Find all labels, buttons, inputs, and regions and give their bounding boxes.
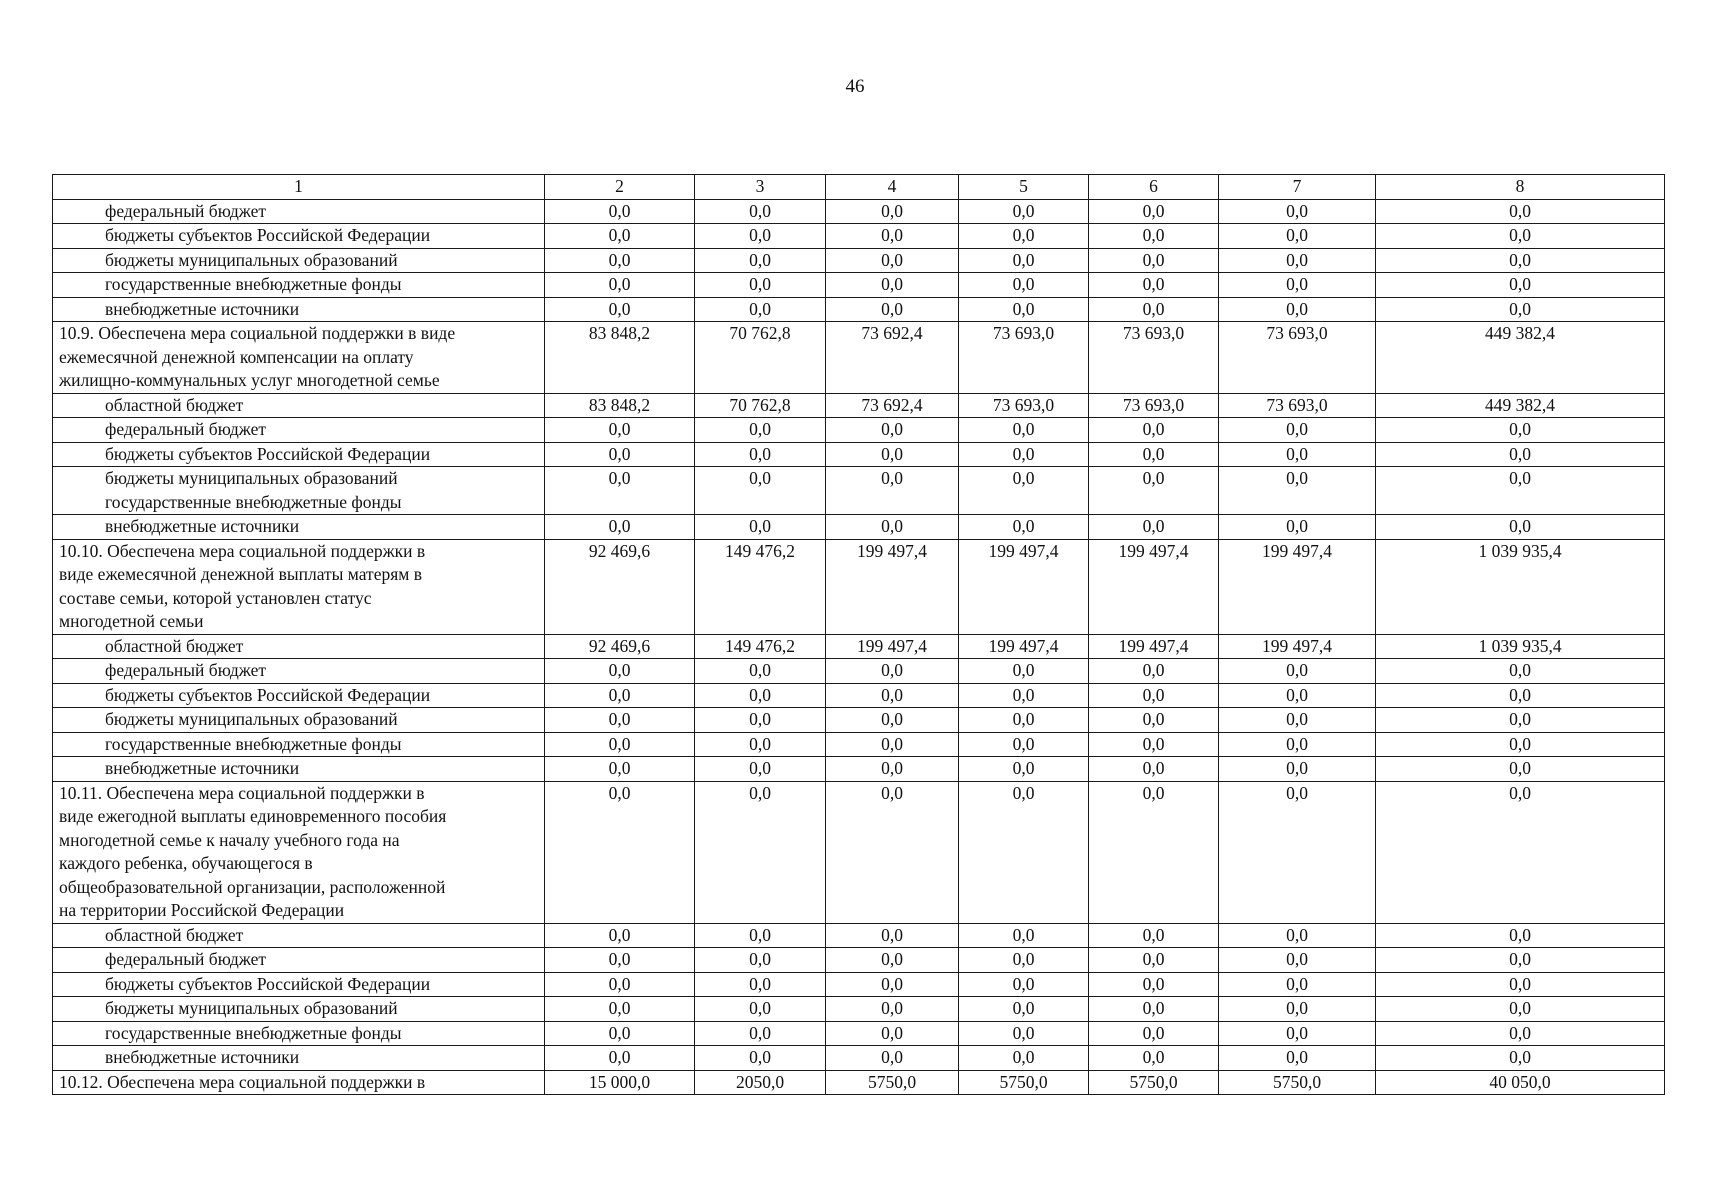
value-cell: 0,0 (1376, 997, 1665, 1022)
funding-source-row (53, 418, 1665, 443)
funding-source-row (53, 297, 1665, 322)
value-cell: 0,0 (1376, 757, 1665, 782)
value-cell: 0,0 (545, 418, 695, 443)
value-cell: 73 693,0 (1089, 393, 1219, 418)
value-cell: 0,0 (1219, 297, 1376, 322)
value-cell: 0,0 (1219, 948, 1376, 973)
value-cell: 0,0 (545, 948, 695, 973)
value-cell: 0,0 (959, 442, 1089, 467)
funding-source-label (53, 732, 545, 757)
value-cell: 0,0 (1219, 781, 1376, 923)
label-line: бюджеты муниципальных образований (105, 709, 398, 729)
funding-source-row (53, 997, 1665, 1022)
measure-description (53, 781, 545, 923)
value-cell: 0,0 (959, 732, 1089, 757)
value-cell: 0,0 (959, 972, 1089, 997)
value-cell: 0,0 (695, 273, 826, 298)
value-cell: 0,0 (1089, 972, 1219, 997)
label-line: ежемесячной денежной компенсации на оплату (59, 346, 414, 367)
value-cell: 0,0 (1376, 781, 1665, 923)
value-cell: 0,0 (695, 418, 826, 443)
value-cell: 0,0 (1219, 199, 1376, 224)
value-cell: 73 693,0 (1089, 322, 1219, 394)
value-cell: 0,0 (826, 1021, 959, 1046)
label-line: бюджеты муниципальных образований (105, 249, 398, 270)
value-cell: 0,0 (959, 515, 1089, 540)
value-cell: 0,0 (959, 683, 1089, 708)
label-line: государственные внебюджетные фонды (105, 491, 402, 512)
funding-source-label (53, 442, 545, 467)
funding-source-row (53, 634, 1665, 659)
value-cell: 199 497,4 (959, 539, 1089, 634)
funding-source-row (53, 1021, 1665, 1046)
value-cell: 0,0 (545, 972, 695, 997)
funding-source-row (53, 948, 1665, 973)
value-cell: 0,0 (826, 199, 959, 224)
label-line: 10.9. Обеспечена мера социальной поддержки в виде (59, 323, 456, 343)
value-cell: 0,0 (545, 659, 695, 684)
value-cell: 0,0 (695, 683, 826, 708)
value-cell: 5750,0 (826, 1070, 959, 1095)
funding-source-row (53, 393, 1665, 418)
value-cell: 0,0 (1089, 923, 1219, 948)
label-line: бюджеты субъектов Российской Федерации (105, 973, 431, 994)
funding-source-label (53, 757, 545, 782)
label-line: бюджеты муниципальных образований (105, 998, 398, 1018)
value-cell: 5750,0 (1089, 1070, 1219, 1095)
funding-source-row (53, 708, 1665, 733)
label-line: государственные внебюджетные фонды (105, 274, 402, 294)
label-line: внебюджетные источники (105, 1047, 300, 1067)
value-cell: 0,0 (545, 997, 695, 1022)
value-cell: 0,0 (1219, 659, 1376, 684)
funding-source-label (53, 248, 545, 273)
label-line: виде ежемесячной денежной выплаты матерям в (59, 564, 422, 584)
value-cell: 0,0 (1089, 948, 1219, 973)
value-cell: 0,0 (1089, 467, 1219, 515)
label-line: составе семьи, которой установлен статус (59, 587, 372, 608)
value-cell: 73 693,0 (1219, 322, 1376, 394)
value-cell: 1 039 935,4 (1376, 634, 1665, 659)
measure-description (53, 1070, 545, 1095)
funding-source-label (53, 418, 545, 443)
value-cell: 0,0 (695, 1046, 826, 1071)
value-cell: 0,0 (826, 224, 959, 249)
value-cell: 0,0 (695, 948, 826, 973)
value-cell: 0,0 (826, 1046, 959, 1071)
value-cell: 0,0 (545, 1046, 695, 1071)
label-line: 10.12. Обеспечена мера социальной поддержки в (59, 1071, 426, 1092)
measure-row (53, 539, 1665, 634)
funding-source-row (53, 442, 1665, 467)
value-cell: 0,0 (1219, 442, 1376, 467)
value-cell: 149 476,2 (695, 539, 826, 634)
funding-source-row (53, 273, 1665, 298)
label-line: внебюджетные источники (105, 298, 300, 319)
value-cell: 0,0 (1219, 708, 1376, 733)
value-cell: 0,0 (1376, 1021, 1665, 1046)
label-line: федеральный бюджет (105, 419, 267, 439)
value-cell: 0,0 (959, 248, 1089, 273)
funding-source-row (53, 659, 1665, 684)
value-cell: 0,0 (1089, 199, 1219, 224)
value-cell: 0,0 (1376, 248, 1665, 273)
value-cell: 0,0 (695, 199, 826, 224)
value-cell: 70 762,8 (695, 322, 826, 394)
label-line: виде ежегодной выплаты единовременного пособия (59, 806, 447, 826)
value-cell: 0,0 (1089, 1021, 1219, 1046)
value-cell: 0,0 (695, 708, 826, 733)
label-line: 10.10. Обеспечена мера социальной поддержки в (59, 540, 426, 561)
label-line: областной бюджет (105, 924, 244, 945)
value-cell: 0,0 (545, 199, 695, 224)
value-cell: 0,0 (1376, 199, 1665, 224)
value-cell: 0,0 (959, 199, 1089, 224)
value-cell: 0,0 (826, 515, 959, 540)
value-cell: 83 848,2 (545, 322, 695, 394)
value-cell: 0,0 (695, 442, 826, 467)
funding-source-label (53, 997, 545, 1022)
header-cell: 6 (1089, 175, 1219, 200)
table-header-row (53, 175, 1665, 200)
value-cell: 0,0 (1219, 997, 1376, 1022)
value-cell: 92 469,6 (545, 634, 695, 659)
value-cell: 0,0 (959, 659, 1089, 684)
value-cell: 0,0 (1219, 224, 1376, 249)
value-cell: 0,0 (826, 708, 959, 733)
value-cell: 0,0 (1089, 781, 1219, 923)
value-cell: 0,0 (1376, 659, 1665, 684)
value-cell: 0,0 (1219, 972, 1376, 997)
funding-source-row (53, 515, 1665, 540)
header-cell: 7 (1219, 175, 1376, 200)
value-cell: 0,0 (826, 948, 959, 973)
label-line: государственные внебюджетные фонды (105, 1022, 402, 1043)
value-cell: 0,0 (1219, 757, 1376, 782)
value-cell: 0,0 (1089, 297, 1219, 322)
measure-row (53, 1070, 1665, 1095)
funding-source-label (53, 199, 545, 224)
value-cell: 0,0 (1376, 948, 1665, 973)
value-cell: 0,0 (1219, 273, 1376, 298)
value-cell: 0,0 (1376, 297, 1665, 322)
value-cell: 0,0 (695, 659, 826, 684)
value-cell: 0,0 (545, 781, 695, 923)
value-cell: 0,0 (826, 418, 959, 443)
label-line: жилищно-коммунальных услуг многодетной семье (59, 370, 440, 390)
value-cell: 0,0 (545, 515, 695, 540)
funding-source-label (53, 224, 545, 249)
value-cell: 0,0 (959, 1046, 1089, 1071)
value-cell: 0,0 (1089, 224, 1219, 249)
value-cell: 70 762,8 (695, 393, 826, 418)
funding-source-label (53, 393, 545, 418)
value-cell: 0,0 (826, 781, 959, 923)
value-cell: 0,0 (545, 923, 695, 948)
value-cell: 199 497,4 (959, 634, 1089, 659)
value-cell: 0,0 (545, 683, 695, 708)
header-cell: 2 (545, 175, 695, 200)
label-line: многодетной семье к началу учебного года на (59, 829, 400, 850)
value-cell: 0,0 (826, 757, 959, 782)
value-cell: 0,0 (1219, 515, 1376, 540)
value-cell: 0,0 (1376, 467, 1665, 515)
funding-source-label (53, 297, 545, 322)
value-cell: 0,0 (1089, 515, 1219, 540)
value-cell: 0,0 (826, 732, 959, 757)
label-line: многодетной семьи (59, 611, 204, 631)
value-cell: 0,0 (1376, 273, 1665, 298)
funding-source-row (53, 757, 1665, 782)
value-cell: 0,0 (826, 442, 959, 467)
value-cell: 0,0 (695, 515, 826, 540)
value-cell: 73 693,0 (959, 393, 1089, 418)
funding-source-row (53, 683, 1665, 708)
value-cell: 0,0 (1089, 997, 1219, 1022)
value-cell: 0,0 (545, 442, 695, 467)
value-cell: 0,0 (1219, 1046, 1376, 1071)
label-line: внебюджетные источники (105, 758, 300, 778)
value-cell: 0,0 (695, 923, 826, 948)
value-cell: 0,0 (959, 273, 1089, 298)
funding-source-row (53, 199, 1665, 224)
value-cell: 0,0 (545, 732, 695, 757)
header-cell: 4 (826, 175, 959, 200)
value-cell: 0,0 (695, 224, 826, 249)
value-cell: 0,0 (545, 467, 695, 515)
funding-source-label (53, 1021, 545, 1046)
value-cell: 0,0 (959, 923, 1089, 948)
funding-source-label (53, 467, 545, 515)
funding-source-label (53, 515, 545, 540)
funding-source-row (53, 732, 1665, 757)
funding-source-label (53, 948, 545, 973)
value-cell: 0,0 (826, 659, 959, 684)
label-line: областной бюджет (105, 394, 244, 415)
value-cell: 0,0 (959, 467, 1089, 515)
label-line: внебюджетные источники (105, 516, 300, 536)
funding-source-label (53, 1046, 545, 1071)
value-cell: 0,0 (1219, 1021, 1376, 1046)
label-line: бюджеты субъектов Российской Федерации (105, 684, 431, 705)
value-cell: 0,0 (1376, 515, 1665, 540)
value-cell: 1 039 935,4 (1376, 539, 1665, 634)
measure-description (53, 322, 545, 394)
value-cell: 73 692,4 (826, 322, 959, 394)
value-cell: 0,0 (1219, 683, 1376, 708)
funding-source-label (53, 708, 545, 733)
value-cell: 0,0 (545, 224, 695, 249)
value-cell: 0,0 (1089, 442, 1219, 467)
label-line: федеральный бюджет (105, 949, 267, 969)
funding-source-label (53, 273, 545, 298)
value-cell: 0,0 (545, 297, 695, 322)
funding-source-row (53, 467, 1665, 515)
value-cell: 0,0 (826, 923, 959, 948)
value-cell: 5750,0 (1219, 1070, 1376, 1095)
funding-source-label (53, 972, 545, 997)
value-cell: 0,0 (1089, 659, 1219, 684)
label-line: бюджеты субъектов Российской Федерации (105, 225, 431, 245)
value-cell: 0,0 (1089, 757, 1219, 782)
value-cell: 0,0 (826, 972, 959, 997)
value-cell: 0,0 (826, 297, 959, 322)
value-cell: 199 497,4 (1219, 634, 1376, 659)
value-cell: 0,0 (1219, 732, 1376, 757)
value-cell: 15 000,0 (545, 1070, 695, 1095)
value-cell: 0,0 (959, 948, 1089, 973)
value-cell: 149 476,2 (695, 634, 826, 659)
value-cell: 0,0 (695, 1021, 826, 1046)
value-cell: 199 497,4 (1089, 634, 1219, 659)
label-line: общеобразовательной организации, расположенной (59, 876, 446, 897)
funding-source-row (53, 224, 1665, 249)
value-cell: 0,0 (695, 781, 826, 923)
value-cell: 0,0 (1089, 708, 1219, 733)
header-cell: 3 (695, 175, 826, 200)
value-cell: 0,0 (959, 1021, 1089, 1046)
value-cell: 0,0 (545, 757, 695, 782)
funding-source-row (53, 923, 1665, 948)
label-line: на территории Российской Федерации (59, 900, 345, 920)
value-cell: 0,0 (545, 248, 695, 273)
value-cell: 0,0 (1376, 683, 1665, 708)
value-cell: 0,0 (959, 757, 1089, 782)
measure-row (53, 322, 1665, 394)
label-line: бюджеты субъектов Российской Федерации (105, 443, 431, 464)
page-number: 46 (845, 76, 865, 97)
value-cell: 0,0 (959, 781, 1089, 923)
value-cell: 0,0 (826, 248, 959, 273)
value-cell: 0,0 (695, 297, 826, 322)
value-cell: 0,0 (695, 467, 826, 515)
value-cell: 0,0 (1376, 442, 1665, 467)
value-cell: 73 693,0 (1219, 393, 1376, 418)
funding-source-label (53, 634, 545, 659)
value-cell: 0,0 (826, 997, 959, 1022)
value-cell: 0,0 (826, 467, 959, 515)
value-cell: 0,0 (959, 297, 1089, 322)
value-cell: 83 848,2 (545, 393, 695, 418)
value-cell: 92 469,6 (545, 539, 695, 634)
label-line: бюджеты муниципальных образований (105, 468, 398, 488)
value-cell: 0,0 (1089, 732, 1219, 757)
value-cell: 0,0 (1219, 467, 1376, 515)
value-cell: 0,0 (826, 683, 959, 708)
value-cell: 0,0 (545, 273, 695, 298)
value-cell: 0,0 (1376, 708, 1665, 733)
value-cell: 2050,0 (695, 1070, 826, 1095)
value-cell: 0,0 (959, 708, 1089, 733)
header-cell: 1 (53, 175, 545, 200)
value-cell: 0,0 (1376, 972, 1665, 997)
value-cell: 0,0 (1376, 923, 1665, 948)
value-cell: 0,0 (1376, 1046, 1665, 1071)
value-cell: 0,0 (1089, 418, 1219, 443)
value-cell: 0,0 (1219, 418, 1376, 443)
value-cell: 0,0 (959, 997, 1089, 1022)
value-cell: 199 497,4 (1089, 539, 1219, 634)
value-cell: 0,0 (1376, 418, 1665, 443)
measure-row (53, 781, 1665, 923)
header-cell: 5 (959, 175, 1089, 200)
value-cell: 0,0 (826, 273, 959, 298)
value-cell: 0,0 (695, 248, 826, 273)
value-cell: 73 693,0 (959, 322, 1089, 394)
value-cell: 40 050,0 (1376, 1070, 1665, 1095)
value-cell: 449 382,4 (1376, 393, 1665, 418)
value-cell: 0,0 (1089, 1046, 1219, 1071)
value-cell: 0,0 (695, 732, 826, 757)
value-cell: 0,0 (1089, 248, 1219, 273)
value-cell: 0,0 (1376, 224, 1665, 249)
label-line: федеральный бюджет (105, 660, 267, 680)
label-line: государственные внебюджетные фонды (105, 733, 402, 754)
value-cell: 449 382,4 (1376, 322, 1665, 394)
label-line: 10.11. Обеспечена мера социальной поддержки в (59, 782, 425, 803)
label-line: областной бюджет (105, 635, 244, 656)
value-cell: 199 497,4 (826, 634, 959, 659)
value-cell: 0,0 (1089, 273, 1219, 298)
funding-source-row (53, 1046, 1665, 1071)
value-cell: 0,0 (695, 972, 826, 997)
funding-source-label (53, 923, 545, 948)
value-cell: 0,0 (545, 708, 695, 733)
value-cell: 199 497,4 (1219, 539, 1376, 634)
value-cell: 0,0 (959, 224, 1089, 249)
value-cell: 73 692,4 (826, 393, 959, 418)
value-cell: 0,0 (695, 997, 826, 1022)
value-cell: 0,0 (1376, 732, 1665, 757)
value-cell: 5750,0 (959, 1070, 1089, 1095)
funding-source-row (53, 248, 1665, 273)
header-cell: 8 (1376, 175, 1665, 200)
value-cell: 0,0 (1089, 683, 1219, 708)
measure-description (53, 539, 545, 634)
value-cell: 0,0 (959, 418, 1089, 443)
label-line: каждого ребенка, обучающегося в (59, 853, 313, 873)
value-cell: 0,0 (1219, 923, 1376, 948)
value-cell: 0,0 (545, 1021, 695, 1046)
value-cell: 0,0 (695, 757, 826, 782)
value-cell: 199 497,4 (826, 539, 959, 634)
value-cell: 0,0 (1219, 248, 1376, 273)
funding-source-label (53, 659, 545, 684)
budget-table (52, 174, 1665, 1095)
funding-source-label (53, 683, 545, 708)
label-line: федеральный бюджет (105, 200, 267, 221)
funding-source-row (53, 972, 1665, 997)
